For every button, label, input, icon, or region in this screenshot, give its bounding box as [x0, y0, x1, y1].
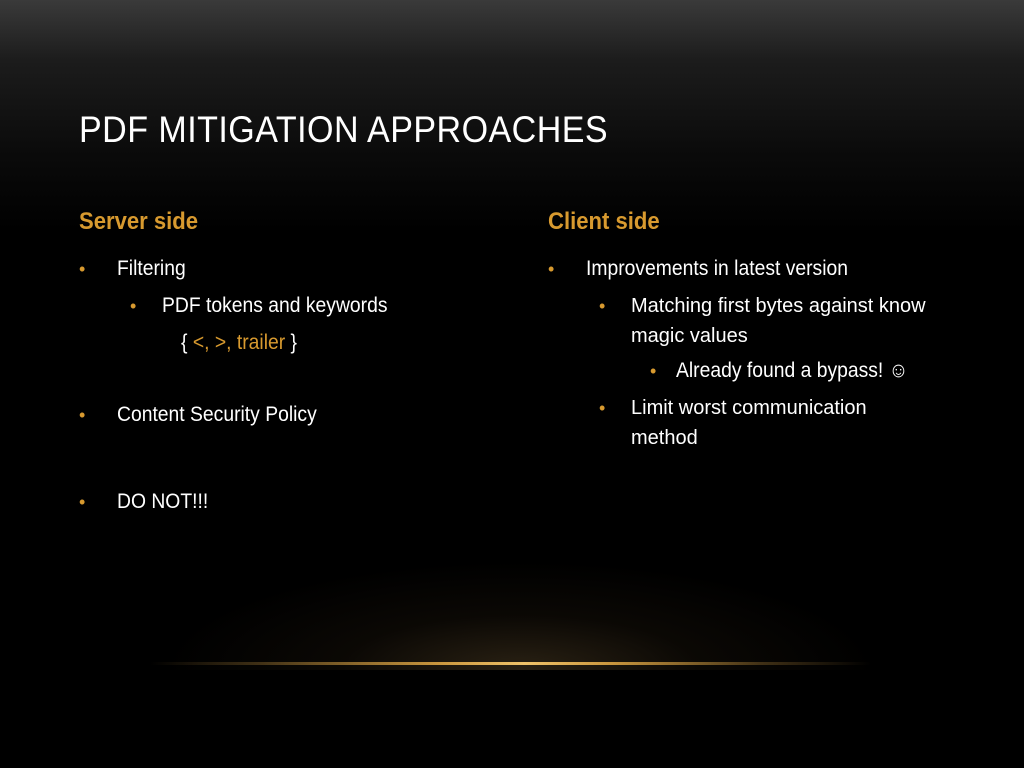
client-side-list	[548, 254, 988, 453]
list-item-text: Matching first bytes against know magic values	[631, 295, 926, 347]
list-item	[548, 291, 988, 351]
code-tokens-line	[79, 328, 499, 358]
list-item-text: PDF tokens and keywords	[162, 294, 388, 317]
client-side-column	[548, 206, 988, 453]
list-item	[79, 254, 499, 291]
bottom-glow	[160, 560, 880, 670]
code-tokens-highlight: <, >, trailer	[192, 331, 286, 354]
server-side-heading: Server side	[79, 208, 199, 235]
list-item-text: Filtering	[117, 257, 186, 280]
bullet-icon: •	[79, 492, 86, 512]
server-side-column	[79, 206, 499, 517]
list-item	[79, 400, 499, 430]
list-item	[548, 356, 988, 393]
code-brace-close: }	[285, 331, 298, 354]
client-side-heading: Client side	[548, 208, 660, 235]
list-item-text: Improvements in latest version	[586, 257, 849, 280]
list-item-text: Content Security Policy	[117, 403, 317, 426]
bullet-icon: •	[650, 361, 657, 381]
list-item	[548, 254, 988, 291]
slide-title: PDF MITIGATION APPROACHES	[79, 109, 609, 150]
list-item	[79, 487, 499, 517]
code-brace-open: {	[181, 331, 193, 354]
server-side-list	[79, 254, 499, 517]
bullet-icon: •	[548, 259, 555, 279]
bullet-icon: •	[79, 405, 86, 425]
list-item	[79, 291, 499, 328]
bullet-icon: •	[130, 296, 137, 316]
bullet-icon: •	[79, 259, 86, 279]
list-item-text: Already found a bypass! ☺	[676, 359, 909, 382]
bullet-icon: •	[599, 296, 606, 316]
list-item-text: Limit worst communication method	[631, 397, 867, 449]
list-item	[548, 393, 988, 453]
list-item-text: DO NOT!!!	[117, 490, 209, 513]
gold-divider-line	[150, 662, 870, 665]
bullet-icon: •	[599, 398, 606, 418]
